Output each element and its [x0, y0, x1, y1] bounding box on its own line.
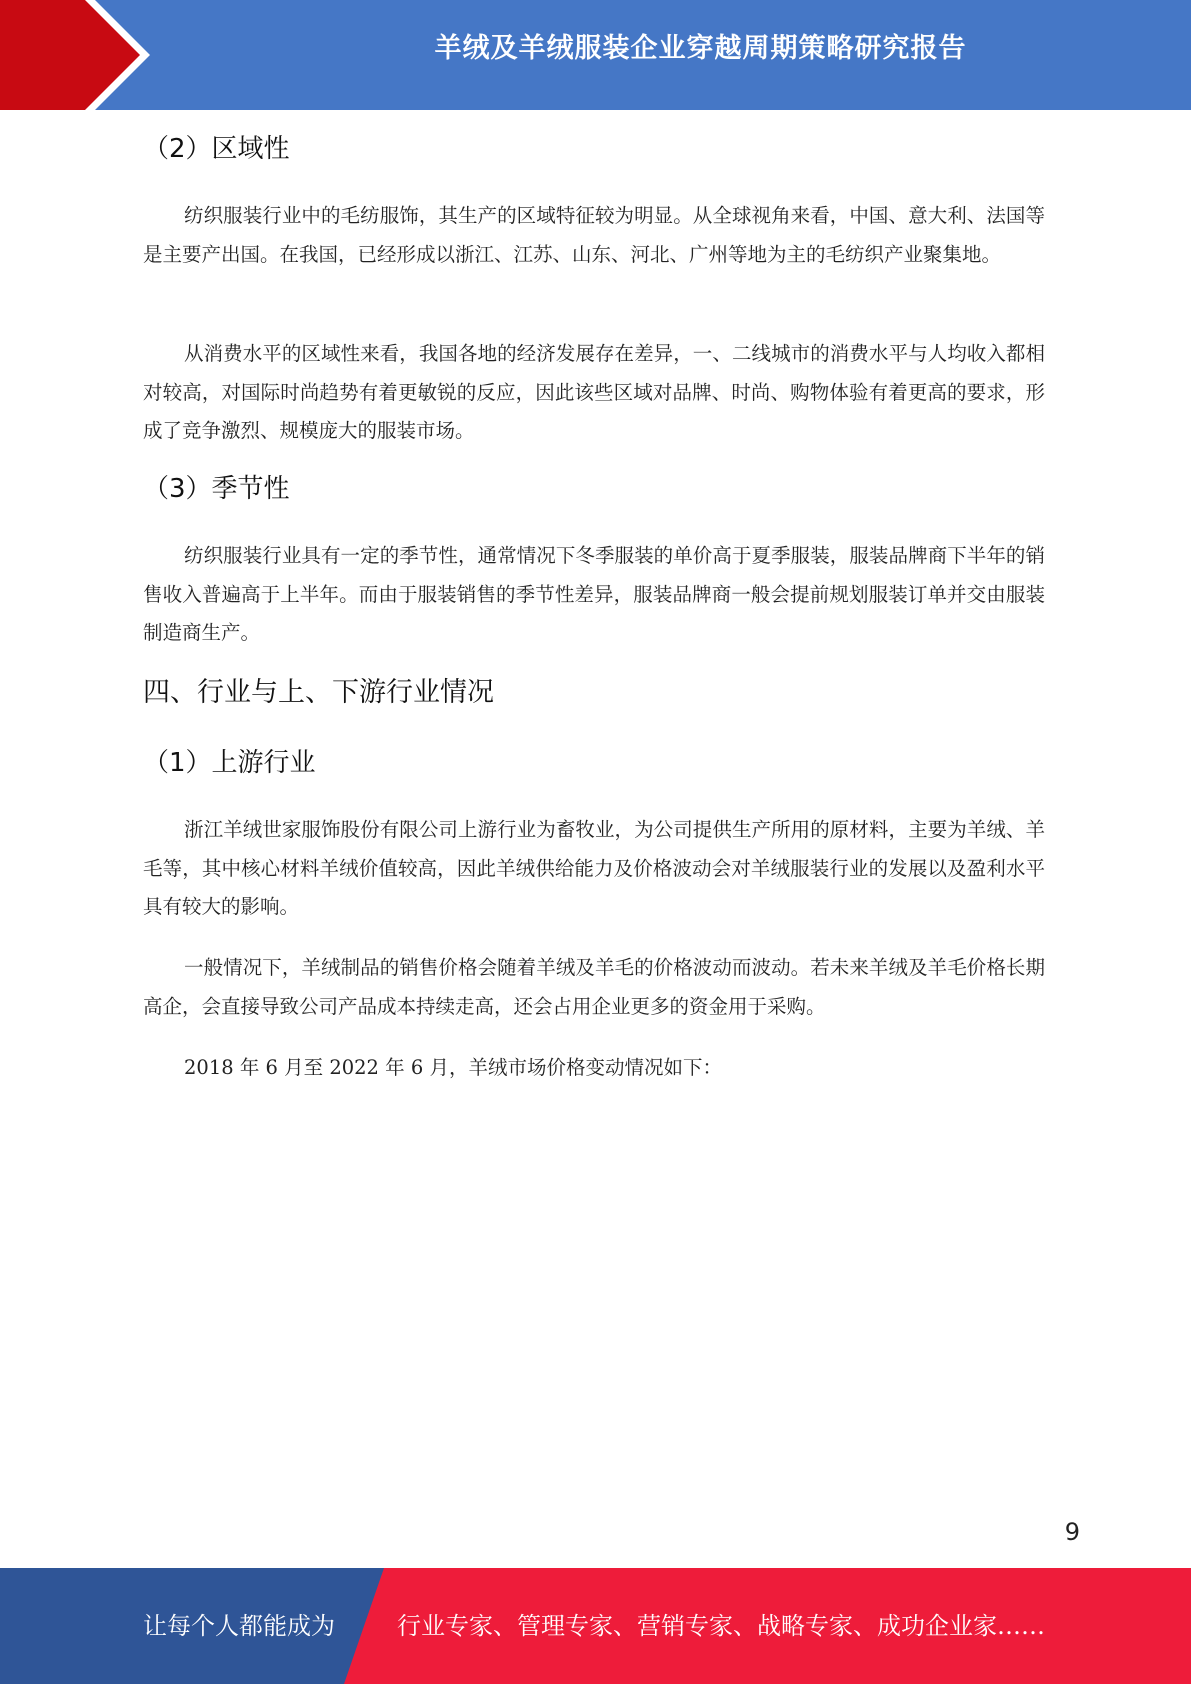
page-number: 9	[1064, 1518, 1080, 1546]
paragraph-regional-1: 纺织服装行业中的毛纺服饰，其生产的区域特征较为明显。从全球视角来看，中国、意大利、法国等是主要产出国。在我国，已经形成以浙江、江苏、山东、河北、广州等地为主的毛纺织产业聚集地。	[143, 204, 1045, 266]
report-title: 羊绒及羊绒服装企业穿越周期策略研究报告	[434, 33, 967, 64]
paragraph-upstream-3: 2018 年 6 月至 2022 年 6 月，羊绒市场价格变动情况如下：	[184, 1056, 722, 1079]
heading-seasonal: （3）季节性	[143, 474, 290, 504]
heading-industry: 四、行业与上、下游行业情况	[143, 677, 494, 708]
heading-regional: （2）区域性	[143, 134, 290, 164]
paragraph-upstream-1: 浙江羊绒世家服饰股份有限公司上游行业为畜牧业，为公司提供生产所用的原材料，主要为羊绒、羊毛等，其中核心材料羊绒价值较高，因此羊绒供给能力及价格波动会对羊绒服装行业的发展以及盈利水平具有较大的影响。	[143, 818, 1045, 918]
footer-slogan-left: 让每个人都能成为	[143, 1612, 335, 1640]
heading-upstream: （1）上游行业	[143, 748, 316, 778]
paragraph-regional-2: 从消费水平的区域性来看，我国各地的经济发展存在差异，一、二线城市的消费水平与人均收入都相对较高，对国际时尚趋势有着更敏锐的反应，因此该些区域对品牌、时尚、购物体验有着更高的要求，形成了竞争激烈、规模庞大的服装市场。	[143, 342, 1045, 442]
footer-slogan-right: 行业专家、管理专家、营销专家、战略专家、成功企业家……	[397, 1612, 1045, 1640]
page-header	[0, 0, 1191, 110]
paragraph-upstream-2: 一般情况下，羊绒制品的销售价格会随着羊绒及羊毛的价格波动而波动。若未来羊绒及羊毛价格长期高企，会直接导致公司产品成本持续走高，还会占用企业更多的资金用于采购。	[143, 956, 1045, 1018]
paragraph-seasonal-1: 纺织服装行业具有一定的季节性，通常情况下冬季服装的单价高于夏季服装，服装品牌商下半年的销售收入普遍高于上半年。而由于服装销售的季节性差异，服装品牌商一般会提前规划服装订单并交由服装制造商生产。	[143, 544, 1045, 644]
page-footer	[0, 1568, 1191, 1684]
